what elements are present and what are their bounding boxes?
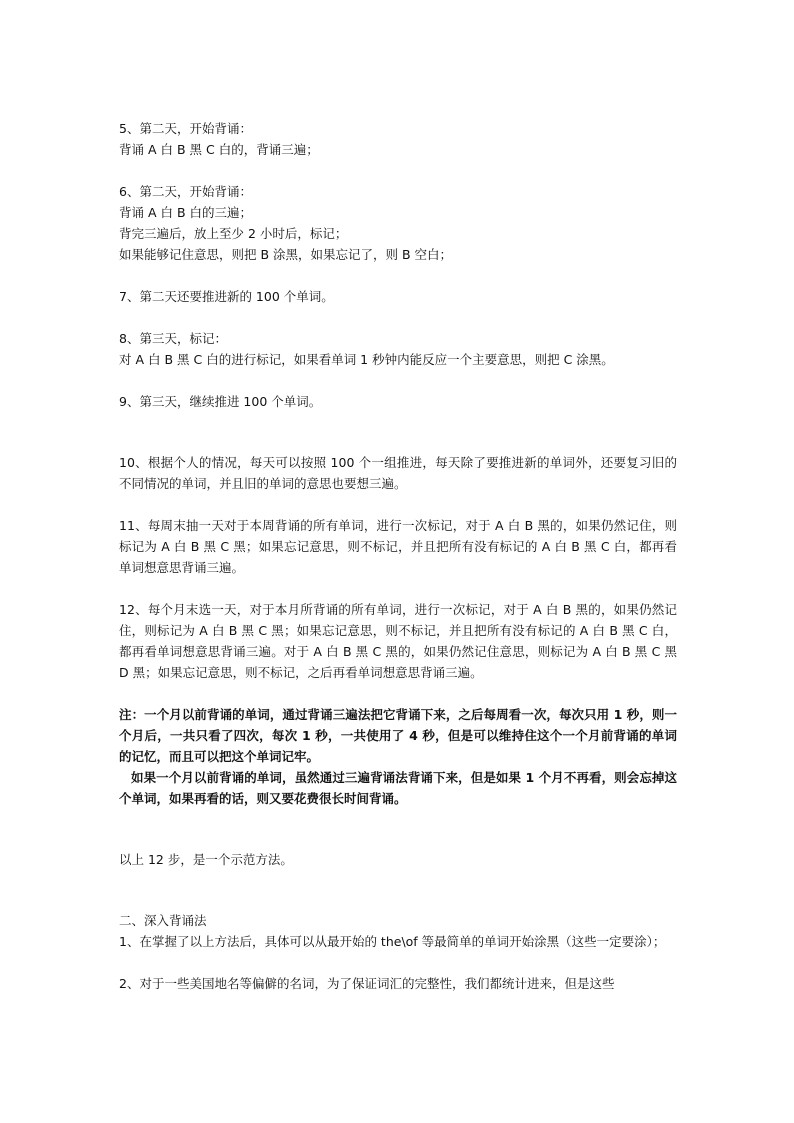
step-5-title: 5、第二天，开始背诵： bbox=[119, 121, 252, 136]
deep-step-2: 2、对于一些美国地名等偏僻的名词，为了保证词汇的完整性，我们都统计进来，但是这些 bbox=[119, 976, 615, 991]
step-10: 10、根据个人的情况，每天可以按照 100 个一组推进，每天除了要推进新的单词外，还要复习旧的不同情况的单词，并且旧的单词的意思也要想三遍。 bbox=[119, 455, 677, 491]
step-8-title: 8、第三天，标记： bbox=[119, 331, 227, 346]
step-5-text: 背诵 A 白 B 黑 C 白的，背诵三遍； bbox=[119, 142, 319, 157]
step-6-line-2: 背完三遍后，放上至少 2 小时后，标记； bbox=[119, 226, 348, 241]
step-12: 12、每个月末选一天，对于本月所背诵的所有单词，进行一次标记，对于 A 白 B 黑的，如果仍然记住，则标记为 A 白 B 黑 C 黑；如果忘记意思，则不标记，并且把所有没有标记的 A 白 B 黑 C 白，都再看单词想意思背诵三遍。对于 A 白 B 黑 C 黑的，如果仍然记住意思，则标记为 A 白 B 黑 C 黑 D 黑；如果忘记意思，则不标记，之后再看单词想意思背诵三遍。 bbox=[119, 602, 677, 680]
step-7: 7、第二天还要推进新的 100 个单词。 bbox=[119, 289, 334, 304]
section-2-heading: 二、深入背诵法 bbox=[119, 913, 207, 928]
step-6-line-3: 如果能够记住意思，则把 B 涂黑，如果忘记了，则 B 空白； bbox=[119, 247, 453, 262]
note-1: 注：一个月以前背诵的单词，通过背诵三遍法把它背诵下来，之后每周看一次，每次只用 1 秒，则一个月后，一共只看了四次，每次 1 秒，一共使用了 4 秒，但是可以维持住这个一个月前背诵的单词的记忆，而且可以把这个单词记牢。 bbox=[119, 707, 677, 764]
note-2: 如果一个月以前背诵的单词，虽然通过三遍背诵法背诵下来，但是如果 1 个月不再看，则会忘掉这个单词，如果再看的话，则又要花费很长时间背诵。 bbox=[119, 770, 677, 806]
document-page bbox=[119, 118, 677, 994]
step-8-text: 对 A 白 B 黑 C 白的进行标记，如果看单词 1 秒钟内能反应一个主要意思，则把 C 涂黑。 bbox=[119, 352, 614, 367]
step-9: 9、第三天，继续推进 100 个单词。 bbox=[119, 394, 322, 409]
deep-step-1: 1、在掌握了以上方法后，具体可以从最开始的 the\of 等最简单的单词开始涂黑（这些一定要涂）； bbox=[119, 934, 666, 949]
step-6-title: 6、第二天，开始背诵： bbox=[119, 184, 252, 199]
step-11: 11、每周末抽一天对于本周背诵的所有单词，进行一次标记，对于 A 白 B 黑的，如果仍然记住，则标记为 A 白 B 黑 C 黑；如果忘记意思，则不标记，并且把所有没有标记的 A 白 B 黑 C 白，都再看单词想意思背诵三遍。 bbox=[119, 518, 677, 575]
summary: 以上 12 步，是一个示范方法。 bbox=[119, 852, 293, 867]
step-6-line-1: 背诵 A 白 B 白的三遍； bbox=[119, 205, 253, 220]
